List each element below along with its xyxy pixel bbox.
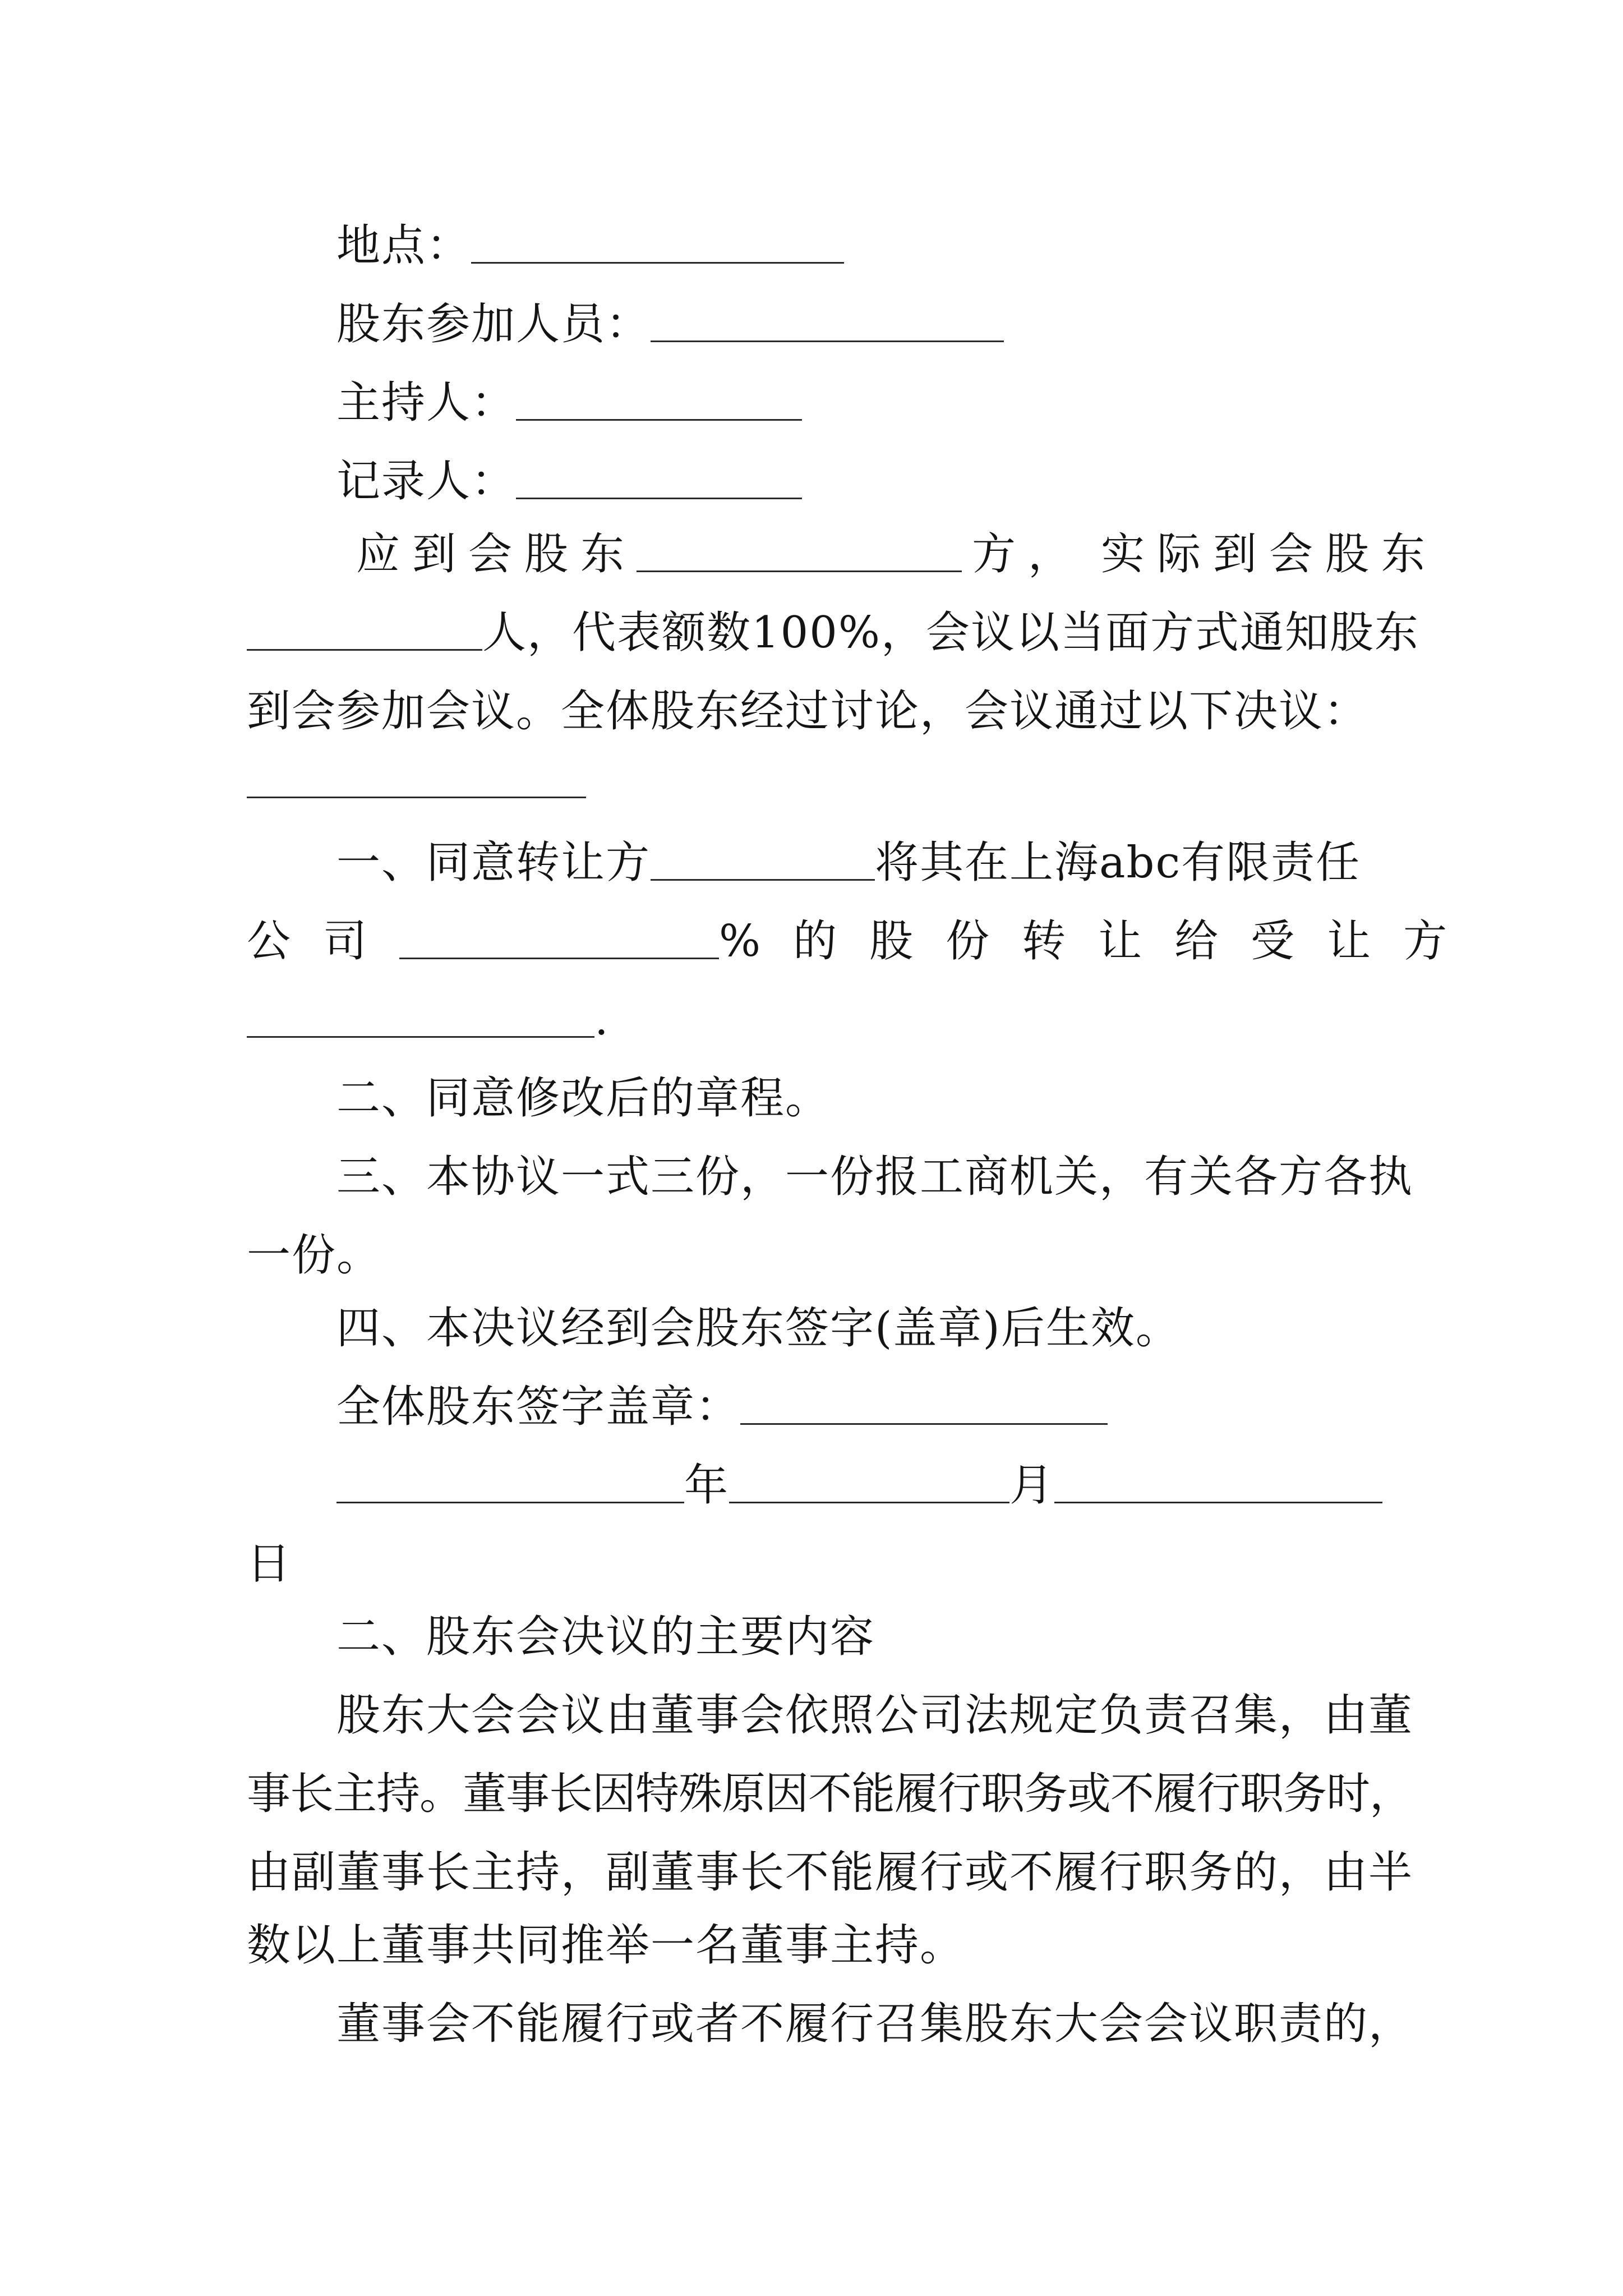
location-label: 地点： xyxy=(336,220,472,271)
attendance-should-blank xyxy=(637,536,962,572)
attendance-line-2 xyxy=(247,605,1419,661)
attendance-actual: 实际到会股东 xyxy=(1101,529,1438,579)
resolution-1-text-a: 一、同意转让方 xyxy=(336,838,651,888)
month-blank xyxy=(729,1467,1009,1503)
month-label: 月 xyxy=(1009,1460,1055,1511)
resolution-1-line-1 xyxy=(336,835,1361,891)
transferee-blank xyxy=(247,1001,594,1038)
attendees-blank xyxy=(651,306,1004,342)
resolution-1-text-b: 将其在上海abc有限责任 xyxy=(875,838,1361,888)
host-label: 主持人： xyxy=(336,378,517,428)
section-2-para-2-line-1: 董事会不能履行或者不履行召集股东大会会议职责的， xyxy=(336,1999,1414,2049)
signature-label: 全体股东签字盖章： xyxy=(336,1382,741,1432)
recorder-label: 记录人： xyxy=(336,456,517,507)
year-blank xyxy=(336,1467,684,1503)
signature-line xyxy=(336,1379,1108,1435)
attendance-line-1 xyxy=(356,526,1437,582)
section-2-para-1-line-2: 事长主持。董事长因特殊原因不能履行职务或不履行职务时， xyxy=(247,1769,1413,1819)
signature-blank xyxy=(740,1388,1108,1425)
resolution-1-text-e: . xyxy=(594,995,610,1045)
resolution-4: 四、本决议经到会股东签字(盖章)后生效。 xyxy=(336,1303,1181,1354)
resolution-1-text-d: %的股份转让给受让方 xyxy=(719,916,1480,967)
host-blank xyxy=(516,384,802,421)
attendance-actual-blank xyxy=(247,614,482,651)
day-blank xyxy=(1054,1467,1382,1503)
attendance-line-3: 到会参加会议。全体股东经过讨论，会议通过以下决议： xyxy=(247,686,1369,737)
section-2-heading: 二、股东会决议的主要内容 xyxy=(336,1612,875,1662)
recorder-blank xyxy=(516,463,802,499)
section-2-para-1-line-3: 由副董事长主持，副董事长不能履行或不履行职务的，由半 xyxy=(247,1847,1414,1898)
day-label: 日 xyxy=(247,1539,292,1589)
host-field xyxy=(336,375,802,431)
resolution-1-line-2 xyxy=(247,913,1479,969)
attendance-text-2: 人，代表额数100%，会议以当面方式通知股东 xyxy=(482,608,1419,658)
resolution-1-line-3 xyxy=(247,992,610,1048)
attendees-field xyxy=(336,296,1004,352)
resolution-1-text-c: 公司 xyxy=(247,916,400,967)
location-blank xyxy=(471,227,844,264)
resolution-3-line-1: 三、本协议一式三份，一份报工商机关，有关各方各执 xyxy=(336,1152,1414,1202)
attendance-party: 方， xyxy=(972,529,1085,579)
share-percent-blank xyxy=(399,923,719,959)
location-field xyxy=(336,218,844,274)
attendees-label: 股东参加人员： xyxy=(336,299,651,349)
section-2-para-1-line-4: 数以上董事共同推举一名董事主持。 xyxy=(247,1920,965,1971)
resolution-3-line-2: 一份。 xyxy=(247,1230,382,1281)
resolution-2: 二、同意修改后的章程。 xyxy=(336,1073,831,1124)
recorder-field xyxy=(336,453,802,509)
date-line xyxy=(336,1457,1382,1513)
attendance-should-attend: 应到会股东 xyxy=(356,529,637,579)
year-label: 年 xyxy=(684,1460,730,1511)
section-2-para-1-line-1: 股东大会会议由董事会依照公司法规定负责召集，由董 xyxy=(336,1690,1414,1741)
resolution-blank-line xyxy=(247,797,586,798)
transferor-blank xyxy=(651,844,875,881)
